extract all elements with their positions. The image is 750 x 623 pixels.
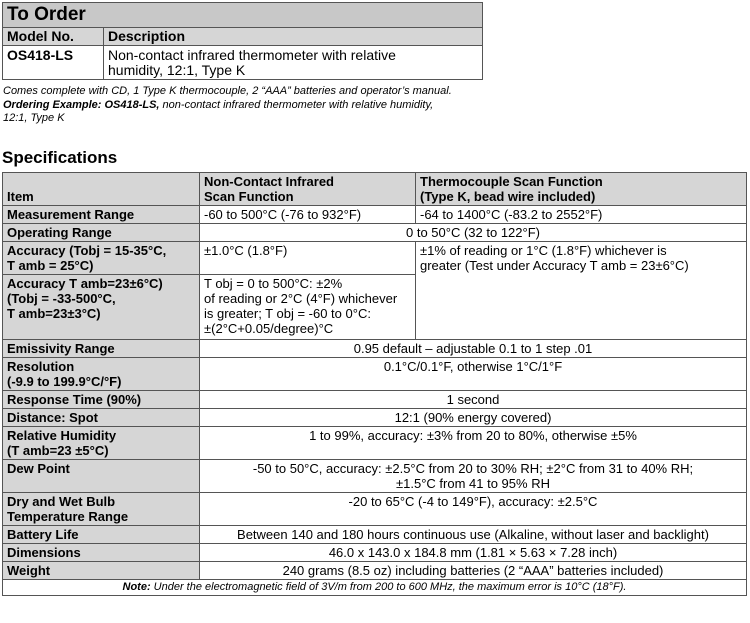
row-label: Distance: Spot xyxy=(3,409,200,427)
header-infrared-line: Non-Contact Infrared xyxy=(204,174,334,189)
cell-value: 0.95 default – adjustable 0.1 to 1 step .01 xyxy=(200,340,747,358)
cell-value-line: ±1.5°C from 41 to 95% RH xyxy=(396,476,550,491)
table-row xyxy=(3,562,747,580)
row-label xyxy=(3,275,200,340)
table-row xyxy=(3,544,747,562)
table-row xyxy=(3,173,747,206)
table-row xyxy=(3,460,747,493)
row-label-line: Temperature Range xyxy=(7,509,129,524)
row-label: Weight xyxy=(3,562,200,580)
cell-value: 1 to 99%, accuracy: ±3% from 20 to 80%, otherwise ±5% xyxy=(200,427,747,460)
header-infrared xyxy=(200,173,416,206)
cell-value: 0.1°C/0.1°F, otherwise 1°C/1°F xyxy=(200,358,747,391)
model-number: OS418-LS xyxy=(3,46,104,80)
row-label: Measurement Range xyxy=(3,206,200,224)
cell-value: 240 grams (8.5 oz) including batteries (2 “AAA” batteries included) xyxy=(200,562,747,580)
table-row xyxy=(3,391,747,409)
order-title: To Order xyxy=(3,3,483,28)
cell-value-line: T obj = 0 to 500°C: ±2% xyxy=(204,276,343,291)
footnote xyxy=(3,580,747,596)
cell-value-line: -50 to 50°C, accuracy: ±2.5°C from 20 to 30% RH; ±2°C from 31 to 40% RH; xyxy=(252,461,694,476)
table-row xyxy=(3,526,747,544)
header-infrared-line: Scan Function xyxy=(204,189,294,204)
cell-value: Between 140 and 180 hours continuous use (Alkaline, without laser and backlight) xyxy=(200,526,747,544)
row-label: Response Time (90%) xyxy=(3,391,200,409)
col-model-header: Model No. xyxy=(3,28,104,46)
specifications-table xyxy=(2,172,747,596)
table-row xyxy=(3,340,747,358)
cell-value-line: ±1% of reading or 1°C (1.8°F) whichever is xyxy=(420,243,667,258)
cell-value: -60 to 500°C (-76 to 932°F) xyxy=(200,206,416,224)
cell-value: 0 to 50°C (32 to 122°F) xyxy=(200,224,747,242)
ordering-example-text: 12:1, Type K xyxy=(3,112,65,124)
model-description-line: humidity, 12:1, Type K xyxy=(108,62,246,78)
order-table xyxy=(2,2,483,80)
specifications-title: Specifications xyxy=(2,148,118,167)
row-label: Battery Life xyxy=(3,526,200,544)
row-label-line: T amb = 25°C) xyxy=(7,258,94,273)
cell-value xyxy=(200,460,747,493)
table-row xyxy=(3,580,747,596)
row-label xyxy=(3,358,200,391)
header-thermocouple-line: (Type K, bead wire included) xyxy=(420,189,596,204)
table-row xyxy=(3,427,747,460)
row-label-line: Dry and Wet Bulb xyxy=(7,494,116,509)
comes-complete-note: Comes complete with CD, 1 Type K thermocouple, 2 “AAA” batteries and operator’s manual. xyxy=(3,85,452,97)
cell-value-line: ±(2°C+0.05/degree)°C xyxy=(204,321,334,336)
table-row xyxy=(3,358,747,391)
model-description xyxy=(104,46,483,80)
header-item: Item xyxy=(3,173,200,206)
row-label: Emissivity Range xyxy=(3,340,200,358)
ordering-example xyxy=(3,99,473,125)
cell-value: ±1.0°C (1.8°F) xyxy=(200,242,416,275)
table-row xyxy=(3,493,747,526)
row-label xyxy=(3,427,200,460)
row-label: Dimensions xyxy=(3,544,200,562)
row-label-line: Accuracy (Tobj = 15-35°C, xyxy=(7,243,167,258)
table-row xyxy=(3,409,747,427)
cell-value: 1 second xyxy=(200,391,747,409)
row-label xyxy=(3,493,200,526)
header-thermocouple xyxy=(416,173,747,206)
cell-value: -20 to 65°C (-4 to 149°F), accuracy: ±2.5°C xyxy=(200,493,747,526)
row-label-line: Relative Humidity xyxy=(7,428,117,443)
cell-value-line: greater (Test under Accuracy T amb = 23±6°C) xyxy=(420,258,689,273)
row-label-line: Resolution xyxy=(7,359,75,374)
row-label-line: (T amb=23 ±5°C) xyxy=(7,443,109,458)
col-description-header: Description xyxy=(104,28,483,46)
row-label: Operating Range xyxy=(3,224,200,242)
cell-value xyxy=(416,242,747,340)
cell-value xyxy=(200,275,416,340)
row-label-line: T amb=23±3°C) xyxy=(7,306,101,321)
footnote-label: Note: xyxy=(122,581,151,593)
table-row xyxy=(3,224,747,242)
row-label: Dew Point xyxy=(3,460,200,493)
model-description-line: Non-contact infrared thermometer with relative xyxy=(108,47,396,63)
row-label xyxy=(3,242,200,275)
footnote-text: Under the electromagnetic field of 3V/m from 200 to 600 MHz, the maximum error is 10°C (18°F). xyxy=(150,581,627,593)
ordering-example-text: non-contact infrared thermometer with relative humidity, xyxy=(159,99,434,111)
ordering-example-label: Ordering Example: OS418-LS, xyxy=(3,99,160,111)
cell-value-line: is greater; T obj = -60 to 0°C: xyxy=(204,306,371,321)
cell-value: 46.0 x 143.0 x 184.8 mm (1.81 × 5.63 × 7.28 inch) xyxy=(200,544,747,562)
row-label-line: Accuracy T amb=23±6°C) xyxy=(7,276,163,291)
header-thermocouple-line: Thermocouple Scan Function xyxy=(420,174,603,189)
row-label-line: (Tobj = -33-500°C, xyxy=(7,291,116,306)
table-row xyxy=(3,206,747,224)
table-row xyxy=(3,242,747,275)
cell-value-line: of reading or 2°C (4°F) whichever xyxy=(204,291,398,306)
row-label-line: (-9.9 to 199.9°C/°F) xyxy=(7,374,122,389)
cell-value: -64 to 1400°C (-83.2 to 2552°F) xyxy=(416,206,747,224)
cell-value: 12:1 (90% energy covered) xyxy=(200,409,747,427)
